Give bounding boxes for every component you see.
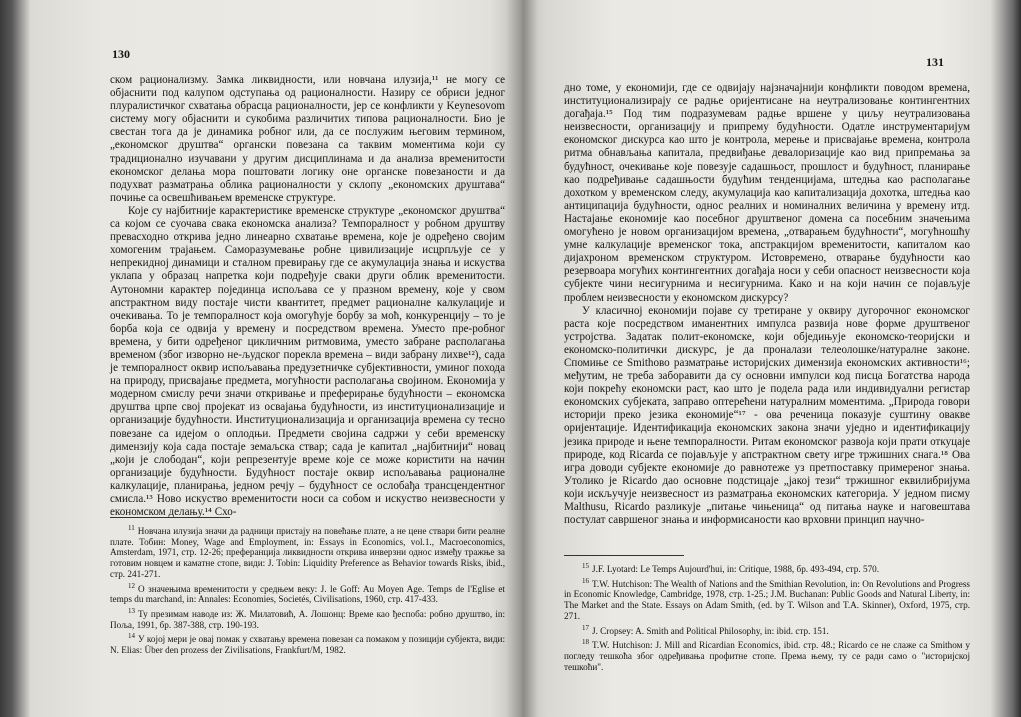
footnote-mark: 15 xyxy=(582,562,589,570)
footnote-mark: 16 xyxy=(582,576,589,585)
footnote-mark: 11 xyxy=(128,524,135,532)
footnote-mark: 14 xyxy=(128,632,135,641)
left-body-text xyxy=(110,74,505,519)
page-number: 130 xyxy=(112,47,130,61)
paragraph: дно томе, у економији, где се одвијају најзначајнији конфликти поводом времена, институционализирају се радње оријентисане на неутрализовање контингентних догађаја.¹⁵ Под тим подразумевам радње вршене у циљу неутрализовања неизвесности, организацију и припрему будућности. Одатле инструментаријум економског дискурса као што је контрола, мерење и присвајање времена, контрола ритма обнављања капитала, предвиђање девалоризације као вид припремања за будућност, очекивање које повезује садашњост, прошлост и будућност, планирање као подређивање садашњости будућим тенденцијама, штедња као располагање дохотком у временском следу, акумулација као капитализација дохотка, штедња као антиципација будућности, однос реалних и номиналних величина у времену итд. Настајање економије као посебног друштвеног домена са посебним значењима омогућено је новом организацијом времена, „отварањем будућности“, могућношћу умне калкулације временског тока, апстракцијом временитости, капиталом као дијахроном временском структуром. Истовремено, отварање будућности као резервоара могућих контингентних догађаја носи у себи опасност неизвесности која субјекте чини несигурнима и несигурнима. Како и на који начин се појављује проблем неизвесности у економском дискурсу? xyxy=(564,82,970,304)
footnote-divider xyxy=(564,555,684,556)
footnote xyxy=(110,523,505,580)
footnote xyxy=(110,581,505,605)
footnote-text: У којој мери је овај помак у схватању времена повезан са помаком у позицији субјекта, види: N. Elias: Über den prozess der Zivilisations, Frankfurt/M, 1982. xyxy=(110,634,505,656)
footnote-text: О значењима временитости у средњем веку: J. le Goff: Au Moyen Age. Temps de l'Eglise et temps du marchand, in: Annales: Economies, Societés, Civilisations, 1960, стр. 417-433. xyxy=(110,583,505,605)
footnote xyxy=(564,623,970,637)
footnote xyxy=(564,637,970,672)
footnote xyxy=(564,561,970,575)
footnote-text: T.W. Hutchison: The Wealth of Nations and the Smithian Revolution, in: On Revolutions and Progress in Economic Knowledge, Cambridge, 1978, стр. 1-25.; J.M. Buchanan: Public Goods and Natural Liberty, in: The Market and the State. Essays on Adam Smith, (ed. by T. Wilson and T.A. Skinner), Oxford, 1975, стр. 271. xyxy=(564,578,970,621)
footnote-mark: 13 xyxy=(128,606,135,615)
footnote-mark: 18 xyxy=(582,638,589,647)
footnote xyxy=(564,576,970,622)
page-number: 131 xyxy=(926,55,944,69)
right-body-text xyxy=(564,82,970,527)
right-footnotes xyxy=(564,548,970,673)
footnote-text: Новчана илузија значи да радници пристају на повећање плате, а не цене ствари бити реалне плате. Тобин: Money, Wage and Employment, in: Essays in Economics, vol.1., Macroeconomics, Amsterdam, 1971, стр. 12-26; преферанција ликвидности открива инверзни однос између тражње за готовим новцем и каматне стопе, види: J. Tobin: Liquidity Preference as Behavior towards Risks, ibid., стр. 241-271. xyxy=(110,526,505,579)
footnote-text: Ту презимам наводе из: Ж. Милатовић, А. Лошонц: Време као ђеспоба: робно друштво, in: Поља, 1991, бр. 387-388, стр. 190-193. xyxy=(110,608,505,630)
footnote xyxy=(110,606,505,630)
footnote-text: J.F. Lyotard: Le Temps Aujourd'hui, in: Critique, 1988, бр. 493-494, стр. 570. xyxy=(592,564,880,574)
book-gutter xyxy=(506,0,538,717)
footnote xyxy=(110,631,505,655)
footnote-mark: 12 xyxy=(128,581,135,590)
footnote-text: J. Cropsey: A. Smith and Political Philosophy, in: ibid. стр. 151. xyxy=(592,625,829,636)
footnote-mark: 17 xyxy=(582,623,589,632)
right-page xyxy=(536,0,1006,717)
footnote-divider xyxy=(110,517,230,518)
paragraph: Које су најбитније карактеристике временске структуре „економског друштва“ са којом се суочава свака економска анализа? Темпоралност у робном друштву превасходно открива једно линеарно схватање времена, које је одређено својим хомогеним трајањем. Саморазумевање робне цивилизације исцрпљује се у непрекидној динамици и сталном превирању где се акумулација знања и искуства уклапа у образац напретка који подређује сваки други облик временитости. Аутономни карактер појединца испољава се у празном времену, које у свом апстрактном виду постаје чисти квантитет, предмет рационалне калкулације и очекивања. То је темпоралност која омогућује борбу за моћ, конкуренцију – то је борба која се одвија у времену и посредством времена. Уместо пре-робног времена, у бити одређеног цикличним ритмовима, уместо забране располагања временом (због изворно не-људског порекла времена – види забрану лихве¹²), сада је темпоралност оквир испољавања предузетничке субјективности, уминог похода на природу, присвајање предмета, могућности располагања својином. Економија у модерном смислу речи значи откривање и преферирање будућности – економска друштва црпе свој пројекат из освајања будућности, из институционализације и организације будућности. Институционализација и организација времена су тесно повезане са идејом о оплодњи. Предмети својина садржи у себи временску димензију која сада постаје земаљска ствар; сада је капитал „најбитнији“ новац „који је слободан“, који репрезентује време које се може користити на начин организације будућности. Будућност постаје оквир испољавања рационалне калкулације, планирања, једном речју – будућност се ослобађа трансцендентног смисла.¹³ Ново искуство временитости носи са собом и искуство неизвесности у економском делању.¹⁴ Схо- xyxy=(110,204,505,519)
left-footnotes xyxy=(110,510,505,657)
footnote-text: T.W. Hutchison: J. Mill and Ricardian Economics, ibid. стр. 48.; Ricardo се не слаже са Smithом у погледу тешкоћа због одређивања профитне стопе. Према њему, ту се ради само о "историјској тешкоћи". xyxy=(564,640,970,672)
paragraph: У класичној економији појаве су третиране у оквиру дугорочног економског раста које посредством иманентних импулса развија нове форме друштвеног устројства. Задатак полит-економске, који обједињује економско-теоријски и економско-политички дискурс, је да проналази телеолошке/натуралне законе. Спомиње се Smithово разматрање историјских димензија економских активности¹⁶; међутим, не треба заборавити да су основни импулси код писца Богатства народа који покрећу економски раст, као што је подела рада или индивидуални регистар економских субјеката, заправо оптерећени натуралним моментима. „Природа говори историји преко језика економије“¹⁷ - ова реченица показује суштину овакве оријентације. Идентификација економских закона значи уједно и идентификацију језика природе и њене темпоралности. Ритам економског развоја који прати откуцаје природе, код Ricarda се појављује у апстрактном свету игре тржишних снага.¹⁸ Ова игра доводи субјекте економије до равнотеже уз претпоставку примереног знања. Утолико је Ricardo дао основне подстицаје „јакој тези“ тржишног еквилибријума који искључује неизвесност из разматрања економских категорија. У једном писму Malthusu, Ricardo разликује „питање чињеница“ од питања науке и наговештава постулат савршеног знања и информисаности као врховни принцип научно- xyxy=(564,304,970,527)
paragraph: ском рационализму. Замка ликвидности, или новчана илузија,¹¹ не могу се објаснити под калупом одступања од рационалности. Назиру се обриси једног плуралистичког схватања обрасца рационалности, јер се конфликти у Keynesovom систему могу објаснити и сукобима различитих типова рационалности. Био је свестан тога да је динамика робног или, да се послужим његовим термином, „економског друштва“ органски повезана са таквим моментима који су традиционално изучавани у другим дисциплинама и да анализа временитости економског делања мора поштовати логику оне органске повезаности и да подухват разматрања облика рационалности у склопу „економских друштава“ почиње са освешћивањем временске структуре. xyxy=(110,74,505,204)
left-page xyxy=(32,0,510,717)
